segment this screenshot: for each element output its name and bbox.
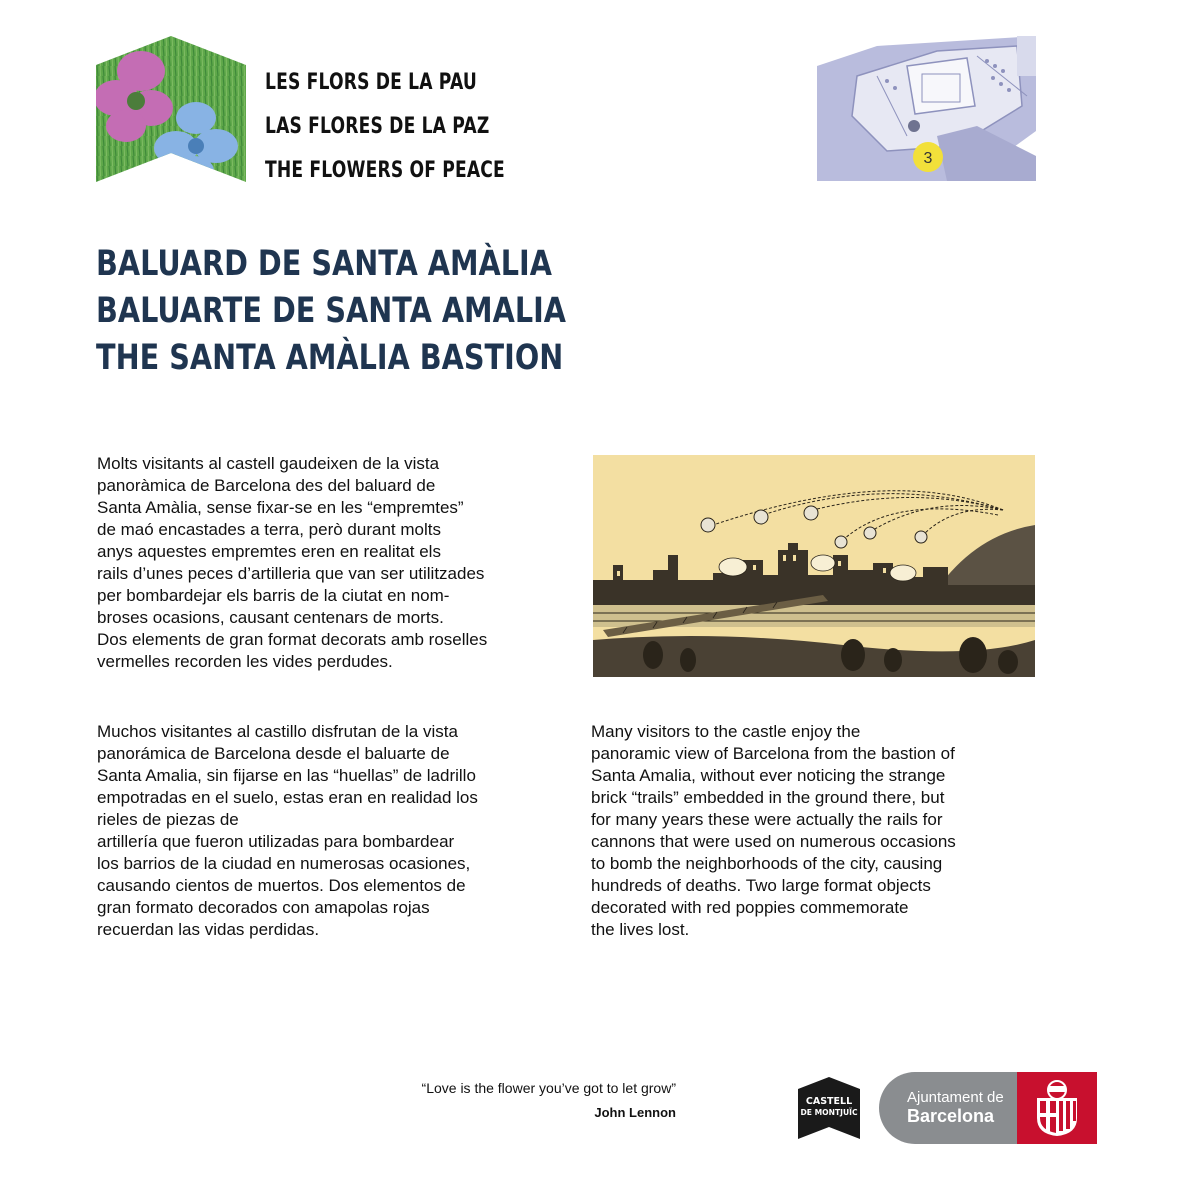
castell-logo-line1: CASTELL [805, 1096, 853, 1107]
text-line: panoramic view of Barcelona from the bastion of [591, 744, 955, 763]
text-line: gran formato decorados con amapolas rojas [97, 898, 430, 917]
text-line: Muchos visitantes al castillo disfrutan de la vista [97, 722, 458, 741]
paragraph-english [591, 721, 1011, 941]
text-line: cannons that were used on numerous occasions [591, 832, 956, 851]
text-line: los barrios de la ciudad en numerosas ocasiones, [97, 854, 471, 873]
castell-logo-line2: DE MONTJUÏC [800, 1108, 858, 1117]
text-line: de maó encastades a terra, però durant molts [97, 520, 441, 539]
text-line: rails d’unes peces d’artilleria que van ser utilitzades [97, 564, 485, 583]
barcelona-coat-of-arms-icon [1031, 1078, 1083, 1138]
ajuntament-logo-line1: Ajuntament de [907, 1089, 1004, 1106]
text-line: rieles de piezas de [97, 810, 239, 829]
text-line: Molts visitants al castell gaudeixen de la vista [97, 454, 440, 473]
text-line: the lives lost. [591, 920, 690, 939]
text-line: panorámica de Barcelona desde el baluarte de [97, 744, 450, 763]
text-line: artillería que fueron utilizadas para bombardear [97, 832, 455, 851]
text-line: Santa Amàlia, sense fixar-se en les “empremtes” [97, 498, 464, 517]
text-line: per bombardejar els barris de la ciutat en nom- [97, 586, 450, 605]
text-line: to bomb the neighborhoods of the city, causing [591, 854, 943, 873]
series-title-catalan: LES FLORS DE LA PAU [265, 70, 477, 95]
text-line: brick “trails” embedded in the ground there, but [591, 788, 945, 807]
bombardment-engraving-image [593, 455, 1035, 677]
text-line: broses ocasions, causant centenars de morts. [97, 608, 444, 627]
text-line: Dos elements de gran format decorats amb roselles [97, 630, 488, 649]
title-catalan: BALUARD DE SANTA AMÀLIA [96, 244, 552, 284]
text-line: anys aquestes empremtes eren en realitat els [97, 542, 441, 561]
castell-de-montjuic-logo [798, 1077, 860, 1139]
series-title-english: THE FLOWERS OF PEACE [265, 158, 505, 183]
text-line: for many years these were actually the rails for [591, 810, 943, 829]
text-line: panoràmica de Barcelona des del baluard de [97, 476, 436, 495]
text-line: Santa Amalia, without ever noticing the strange [591, 766, 946, 785]
ajuntament-logo-line2: Barcelona [907, 1106, 995, 1126]
text-line: causando cientos de muertos. Dos elementos de [97, 876, 466, 895]
castle-location-map [817, 36, 1036, 181]
text-line: Santa Amalia, sin fijarse en las “huellas” de ladrillo [97, 766, 476, 785]
text-line: hundreds of deaths. Two large format objects [591, 876, 931, 895]
paragraph-catalan [97, 453, 517, 673]
text-line: Many visitors to the castle enjoy the [591, 722, 861, 741]
quote-author: John Lennon [594, 1105, 676, 1120]
quote-text: “Love is the flower you’ve got to let grow” [421, 1080, 676, 1096]
ajuntament-barcelona-logo [879, 1072, 1097, 1144]
text-line: vermelles recorden les vides perdudes. [97, 652, 393, 671]
text-line: recuerdan las vidas perdidas. [97, 920, 320, 939]
text-line: empotradas en el suelo, estas eran en realidad los [97, 788, 478, 807]
title-spanish: BALUARTE DE SANTA AMALIA [96, 291, 567, 331]
flowers-of-peace-logo [96, 36, 246, 182]
series-title-spanish: LAS FLORES DE LA PAZ [265, 114, 490, 139]
paragraph-spanish [97, 721, 517, 941]
title-english: THE SANTA AMÀLIA BASTION [96, 338, 564, 378]
map-marker-number: 3 [923, 150, 933, 167]
text-line: decorated with red poppies commemorate [591, 898, 909, 917]
quote-block [390, 1080, 676, 1120]
